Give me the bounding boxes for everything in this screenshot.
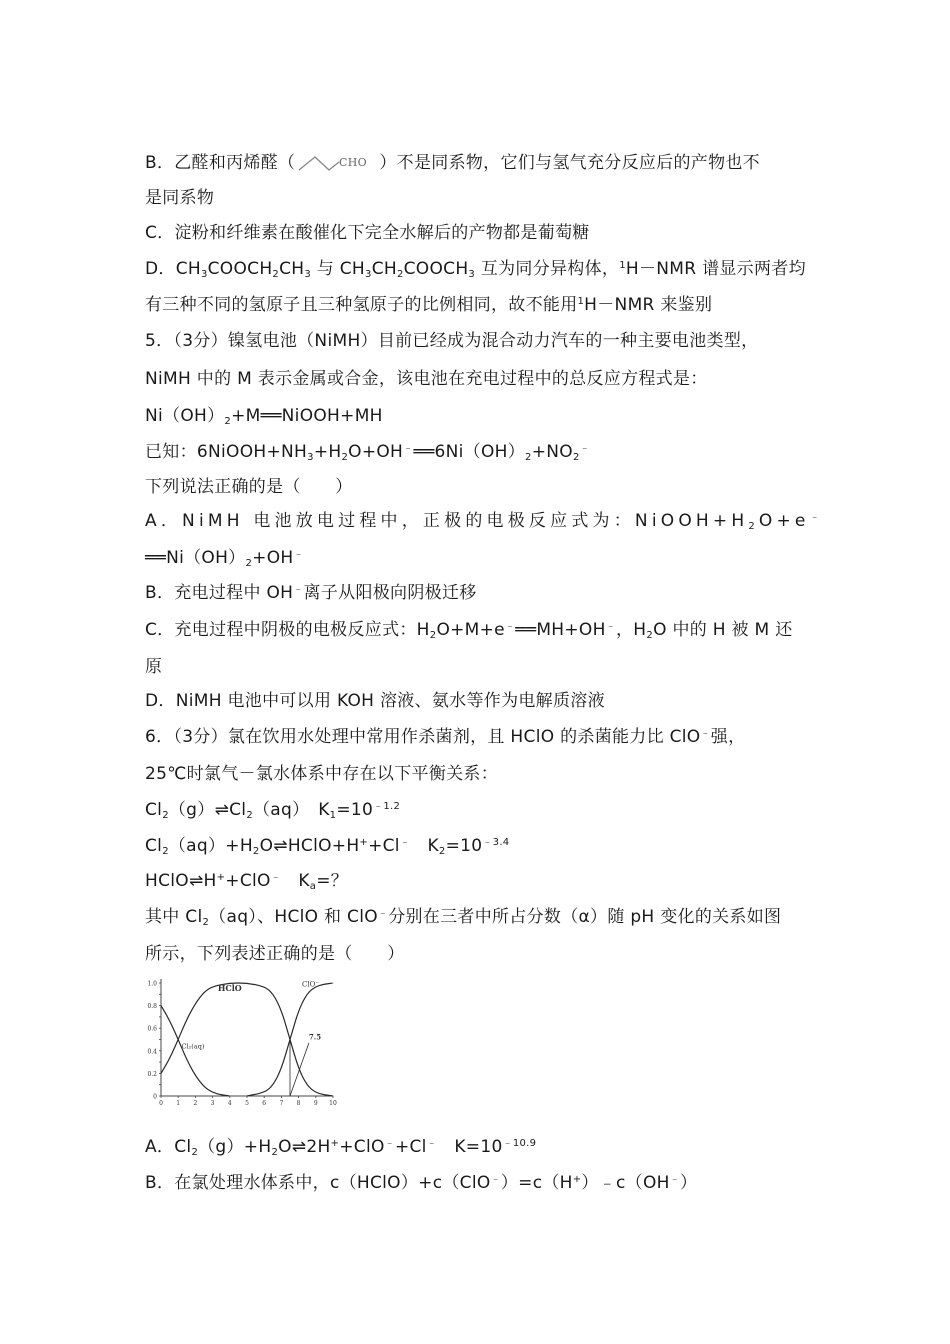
q4-option-d-line1: D．$CH_3COOCH_2CH_3$ 与 $CH_3CH_2COOCH_3$ 互为同分异构体，$^1$H－NMR 谱显示两者均 [145,259,806,280]
q5-equation: $Ni(OH)_2+M══NiOOH+MH$ [145,406,383,427]
label-cl2: Cl₂(aq) [181,1042,205,1051]
q6-stem-line7: 所示，下列表述正确的是（ ） [145,944,405,964]
q4-b-text-start: B．乙醛和丙烯醛（ [145,153,296,173]
q5-option-d: D．NiMH 电池中可以用 KOH 溶液、氨水等作为电解质溶液 [145,691,605,711]
q6-stem-line6: 其中 $Cl_2(aq)$、HClO 和 ClO﹣分别在三者中所占分数（α）随 pH 变化的关系如图 [145,907,782,928]
q6-stem-line1: 6．（3分）氯在饮用水处理中常用作杀菌剂，且 HClO 的杀菌能力比 ClO﹣强， [145,727,746,747]
x-tick-label: 2 [193,1100,198,1107]
x-tick-label: 7 [279,1100,284,1107]
acrolein-structure [295,146,379,180]
q5-known: 已知：$6NiOOH+NH_3+H_2O+OH^﹣══6Ni(OH)_2+NO_2^﹣$ [145,442,590,463]
q6-option-b: B．在氯处理水体系中，c（HClO）+c（ClO﹣）=c（H+）﹣c（OH﹣） [145,1173,698,1193]
q6-equilibrium-2: $Cl_2(aq)+H_2O\rightleftharpoons HClO+H^++Cl^﹣$ $K_2=10^{﹣3.4}$ [145,836,510,857]
q4-option-d-line2: 有三种不同的氢原子且三种氢原子的比例相同，故不能用$^1$H－NMR 来鉴别 [145,295,713,315]
y-tick-label: 0.8 [147,1003,157,1011]
cho-label: CHO [339,156,368,169]
q4-option-b [145,146,760,180]
q5-option-a-line1: A．NiMH 电池放电过程中，正极的电极反应式为：$NiOOH+H_2O+e^﹣$ [145,511,824,532]
series-line-1 [161,983,333,1096]
y-tick-label: 1.0 [147,980,157,988]
q6-equilibrium-1: $Cl_2(g)\rightleftharpoons Cl_2(aq)$ $K_1=10^{﹣1.2}$ [145,800,401,821]
label-hclo: HClO [217,982,242,993]
q6-option-a: A．$Cl_2(g)+H_2O\rightleftharpoons 2H^++ClO^﹣+Cl^﹣$ $K=10^{﹣10.9}$ [145,1137,537,1158]
q4-b-text-end: ）不是同系物，它们与氢气充分反应后的产物也不 [379,153,760,173]
y-tick-label: 0.2 [147,1070,157,1078]
q6-equilibrium-3: HClO⇌H++ClO﹣ $K_a=$？ [145,871,349,892]
q5-option-a-line2: $══Ni(OH)_2+OH^﹣$ [145,548,304,569]
q5-option-c-line1: C．充电过程中阴极的电极反应式：$H_2O+M+e^﹣══MH+OH^﹣$，$H_2O$ 中的 H 被 M 还 [145,620,793,641]
y-tick-label: 0.6 [147,1025,157,1033]
x-tick-label: 4 [227,1100,232,1107]
x-tick-label: 1 [176,1100,181,1107]
x-tick-label: 3 [210,1100,215,1107]
x-tick-label: 6 [262,1100,267,1107]
label-mark: 7.5 [308,1032,322,1042]
q6-stem-line2: 25℃时氯气－氯水体系中存在以下平衡关系： [145,764,499,784]
series-line-0 [161,1006,230,1096]
distribution-chart-svg [143,973,343,1113]
distribution-chart [143,973,343,1113]
x-tick-label: 5 [245,1100,249,1107]
y-tick-label: 0 [153,1093,157,1101]
x-tick-label: 10 [329,1100,337,1107]
q4-option-c: C．淀粉和纤维素在酸催化下完全水解后的产物都是葡萄糖 [145,223,590,243]
y-tick-label: 0.4 [147,1048,157,1056]
q4-option-b-cont: 是同系物 [145,188,215,208]
q5-option-b: B．充电过程中 OH﹣离子从阳极向阴极迁移 [145,583,477,603]
q5-stem-line1: 5．（3分）镍氢电池（NiMH）目前已经成为混合动力汽车的一种主要电池类型， [145,331,759,351]
q5-question: 下列说法正确的是（ ） [145,477,353,497]
q5-option-c-line2: 原 [145,657,163,677]
x-tick-label: 8 [296,1100,301,1107]
label-clo: ClO⁻ [302,980,320,989]
q5-stem-line2: NiMH 中的 M 表示金属或合金，该电池在充电过程中的总反应方程式是： [145,369,708,389]
x-tick-label: 9 [313,1100,318,1107]
x-tick-label: 0 [159,1100,163,1107]
